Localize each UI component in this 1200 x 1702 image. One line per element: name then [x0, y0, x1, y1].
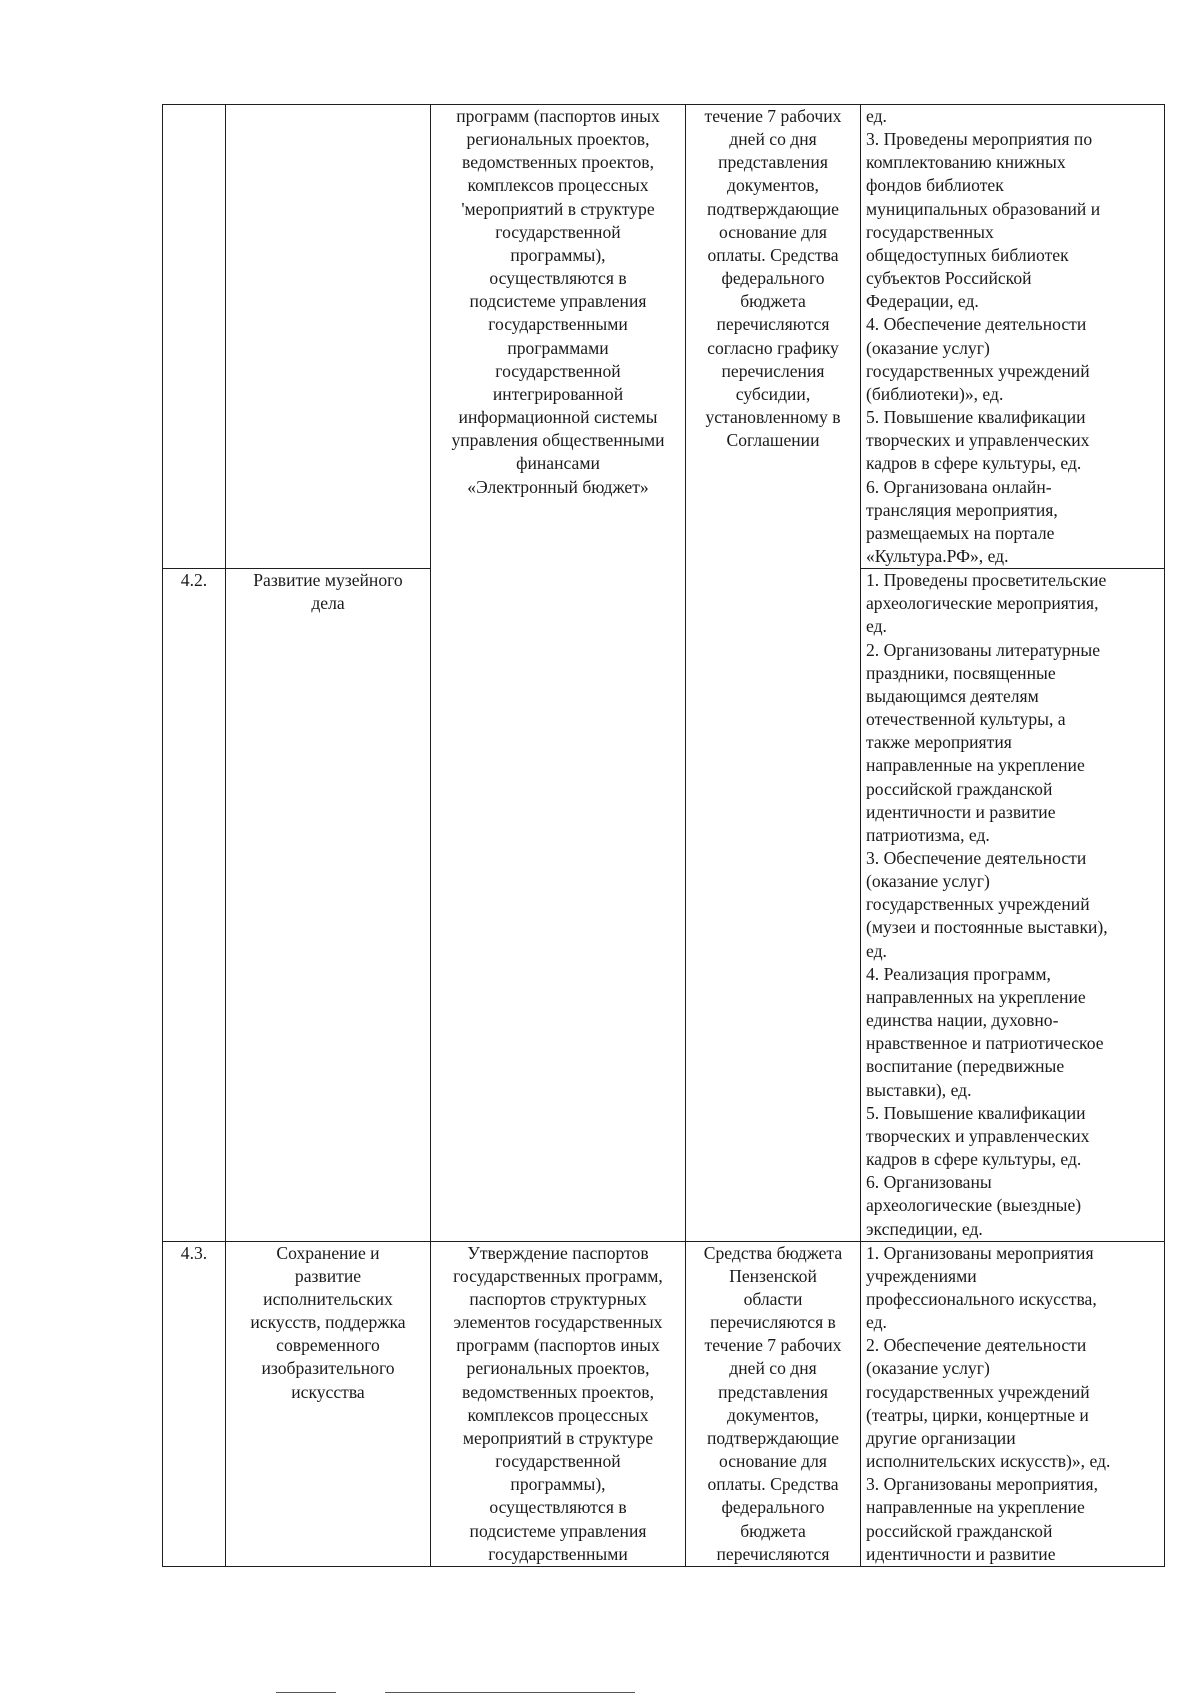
text-line: профессионального искусства,: [866, 1288, 1097, 1309]
text-line: Федерации, ед.: [866, 291, 979, 312]
text-line: дела: [311, 593, 345, 614]
text-line: 4. Реализация программ,: [866, 963, 1051, 984]
text-line: подтверждающие: [707, 198, 839, 219]
text-line: комплектованию книжных: [866, 152, 1066, 173]
processes-cell: [431, 1241, 686, 1566]
text-line: программы),: [510, 244, 606, 265]
results-cell: [861, 569, 1165, 1242]
funding-cell: [686, 1241, 861, 1566]
text-line: (оказание услуг): [866, 871, 990, 892]
text-line: основание для: [718, 221, 827, 242]
text-line: (театры, цирки, концертные и: [866, 1404, 1089, 1425]
text-line: ведомственных проектов,: [462, 1381, 654, 1402]
text-line: общедоступных библиотек: [866, 244, 1069, 265]
text-line: государственных учреждений: [866, 360, 1090, 381]
text-line: государственных: [866, 221, 994, 242]
footer-line: [385, 1692, 635, 1693]
text-line: интегрированной: [492, 383, 624, 404]
text-line: направленные на укрепление: [866, 755, 1085, 776]
text-line: археологические (выездные): [866, 1195, 1082, 1216]
text-line: искусства: [291, 1381, 365, 1402]
text-line: (оказание услуг): [866, 1358, 990, 1379]
table-row-continued: [163, 105, 1165, 569]
text-line: государственными: [488, 314, 628, 335]
text-line: патриотизма, ед.: [866, 824, 990, 845]
text-line: информационной системы: [458, 407, 658, 428]
text-line: субъектов Российской: [866, 268, 1032, 289]
text-line: искусств, поддержка: [250, 1312, 406, 1333]
text-line: направленных на укрепление: [866, 986, 1086, 1007]
text-line: воспитание (передвижные: [866, 1056, 1065, 1077]
text-line: фондов библиотек: [866, 175, 1004, 196]
text-line: оплаты. Средства: [707, 244, 839, 265]
text-line: кадров в сфере культуры, ед.: [866, 1149, 1082, 1170]
text-line: Развитие музейного: [253, 570, 403, 591]
text-line: Соглашении: [726, 430, 820, 451]
text-line: также мероприятия: [866, 732, 1012, 753]
text-line: (библиотеки)», ед.: [866, 383, 1004, 404]
footer-mark: [276, 1692, 336, 1693]
text-line: осуществляются в: [489, 1497, 627, 1518]
program-table: [162, 104, 1165, 1567]
text-line: исполнительских искусств)», ед.: [866, 1451, 1111, 1472]
text-line: выдающимся деятелям: [866, 685, 1039, 706]
text-line: документов,: [727, 175, 819, 196]
text-line: размещаемых на портале: [866, 522, 1055, 543]
text-line: отечественной культуры, а: [866, 709, 1066, 730]
text-line: развитие: [294, 1265, 362, 1286]
text-line: дней со дня: [729, 1358, 817, 1379]
text-line: Сохранение и: [276, 1242, 380, 1263]
text-line: 3. Проведены мероприятия по: [866, 129, 1093, 150]
text-line: федерального: [721, 268, 825, 289]
text-line: программами: [507, 337, 609, 358]
text-line: ед.: [866, 106, 887, 126]
text-line: государственных учреждений: [866, 1381, 1090, 1402]
text-line: Пензенской: [729, 1265, 817, 1286]
text-line: ед.: [866, 616, 887, 637]
text-line: основание для: [718, 1451, 827, 1472]
text-line: «Культура.РФ», ед.: [866, 545, 1009, 566]
text-line: единства нации, духовно-: [866, 1010, 1059, 1031]
text-line: государственной: [495, 221, 621, 242]
text-line: программ (паспортов иных: [456, 106, 660, 126]
text-line: федерального: [721, 1497, 825, 1518]
text-line: оплаты. Средства: [707, 1474, 839, 1495]
text-line: представления: [718, 1381, 828, 1402]
results-cell: [861, 105, 1165, 569]
text-line: перечисляются в: [710, 1312, 836, 1333]
row-name-cell: [226, 1241, 431, 1566]
text-line: Средства бюджета: [703, 1242, 843, 1263]
text-line: 6. Организована онлайн-: [866, 476, 1052, 497]
row-name-cell: [226, 105, 431, 569]
text-line: 5. Повышение квалификации: [866, 1102, 1086, 1123]
text-line: 1. Проведены просветительские: [866, 570, 1107, 591]
text-line: течение 7 рабочих: [704, 106, 842, 126]
text-line: (оказание услуг): [866, 337, 990, 358]
text-line: Утверждение паспортов: [467, 1242, 649, 1263]
text-line: элементов государственных: [453, 1312, 663, 1333]
funding-cell: [686, 105, 861, 1242]
text-line: региональных проектов,: [466, 1358, 650, 1379]
text-line: финансами: [516, 453, 600, 474]
table-row-4-3: [163, 1241, 1165, 1566]
text-line: мероприятий в структуре: [462, 1427, 654, 1448]
text-line: (музеи и постоянные выставки),: [866, 917, 1108, 938]
text-line: установленному в: [705, 407, 841, 428]
text-line: государственных программ,: [453, 1265, 663, 1286]
processes-cell: [431, 105, 686, 1242]
text-line: ед.: [866, 940, 887, 961]
text-line: 'мероприятий в структуре: [461, 198, 655, 219]
text-line: «Электронный бюджет»: [467, 476, 649, 497]
text-line: подтверждающие: [707, 1427, 839, 1448]
text-line: кадров в сфере культуры, ед.: [866, 453, 1082, 474]
text-line: 2. Организованы литературные: [866, 639, 1101, 660]
text-line: паспортов структурных: [469, 1288, 647, 1309]
text-line: праздники, посвященные: [866, 662, 1056, 683]
text-line: исполнительских: [263, 1288, 393, 1309]
text-line: российской гражданской: [866, 1520, 1053, 1541]
results-cell: [861, 1241, 1165, 1566]
text-line: государственной: [495, 1451, 621, 1472]
text-line: идентичности и развитие: [866, 801, 1056, 822]
text-line: перечисляются: [716, 314, 830, 335]
text-line: творческих и управленческих: [866, 430, 1090, 451]
text-line: ведомственных проектов,: [462, 152, 654, 173]
text-line: подсистеме управления: [469, 1520, 647, 1541]
text-line: творческих и управленческих: [866, 1125, 1090, 1146]
text-line: 4. Обеспечение деятельности: [866, 314, 1087, 335]
text-line: 2. Обеспечение деятельности: [866, 1335, 1087, 1356]
text-line: государственной: [495, 360, 621, 381]
text-line: нравственное и патриотическое: [866, 1033, 1104, 1054]
text-line: региональных проектов,: [466, 129, 650, 150]
text-line: государственных учреждений: [866, 894, 1090, 915]
row-number-cell: 4.3.: [163, 1241, 226, 1566]
text-line: программ (паспортов иных: [456, 1335, 660, 1356]
text-line: ед.: [866, 1312, 887, 1333]
text-line: программы),: [510, 1474, 606, 1495]
text-line: изобразительного: [261, 1358, 395, 1379]
text-line: российской гражданской: [866, 778, 1053, 799]
text-line: перечисляются: [716, 1543, 830, 1564]
text-line: другие организации: [866, 1427, 1016, 1448]
text-line: бюджета: [740, 291, 806, 312]
text-line: бюджета: [740, 1520, 806, 1541]
text-line: идентичности и развитие: [866, 1543, 1056, 1564]
text-line: документов,: [727, 1404, 819, 1425]
text-line: 6. Организованы: [866, 1172, 992, 1193]
text-line: 5. Повышение квалификации: [866, 407, 1086, 428]
text-line: муниципальных образований и: [866, 198, 1101, 219]
text-line: подсистеме управления: [469, 291, 647, 312]
text-line: 1. Организованы мероприятия: [866, 1242, 1094, 1263]
text-line: выставки), ед.: [866, 1079, 972, 1100]
text-line: 3. Обеспечение деятельности: [866, 848, 1087, 868]
text-line: направленные на укрепление: [866, 1497, 1085, 1518]
row-name-cell: [226, 569, 431, 1242]
text-line: 3. Организованы мероприятия,: [866, 1474, 1098, 1495]
text-line: представления: [718, 152, 828, 173]
text-line: трансляция мероприятия,: [866, 499, 1058, 520]
text-line: осуществляются в: [489, 268, 627, 289]
text-line: археологические мероприятия,: [866, 593, 1099, 614]
row-number-cell: 4.2.: [163, 569, 226, 1242]
text-line: дней со дня: [729, 129, 817, 150]
text-line: управления общественными: [451, 430, 665, 451]
text-line: субсидии,: [735, 383, 811, 404]
row-number-cell: [163, 105, 226, 569]
text-line: современного: [276, 1335, 380, 1356]
text-line: перечисления: [721, 360, 825, 381]
text-line: течение 7 рабочих: [704, 1335, 842, 1356]
text-line: государственными: [488, 1543, 628, 1564]
text-line: области: [743, 1288, 803, 1309]
text-line: комплексов процессных: [467, 1404, 649, 1425]
text-line: учреждениями: [866, 1265, 977, 1286]
text-line: комплексов процессных: [467, 175, 649, 196]
text-line: согласно графику: [707, 337, 839, 358]
text-line: экспедиции, ед.: [866, 1218, 983, 1239]
